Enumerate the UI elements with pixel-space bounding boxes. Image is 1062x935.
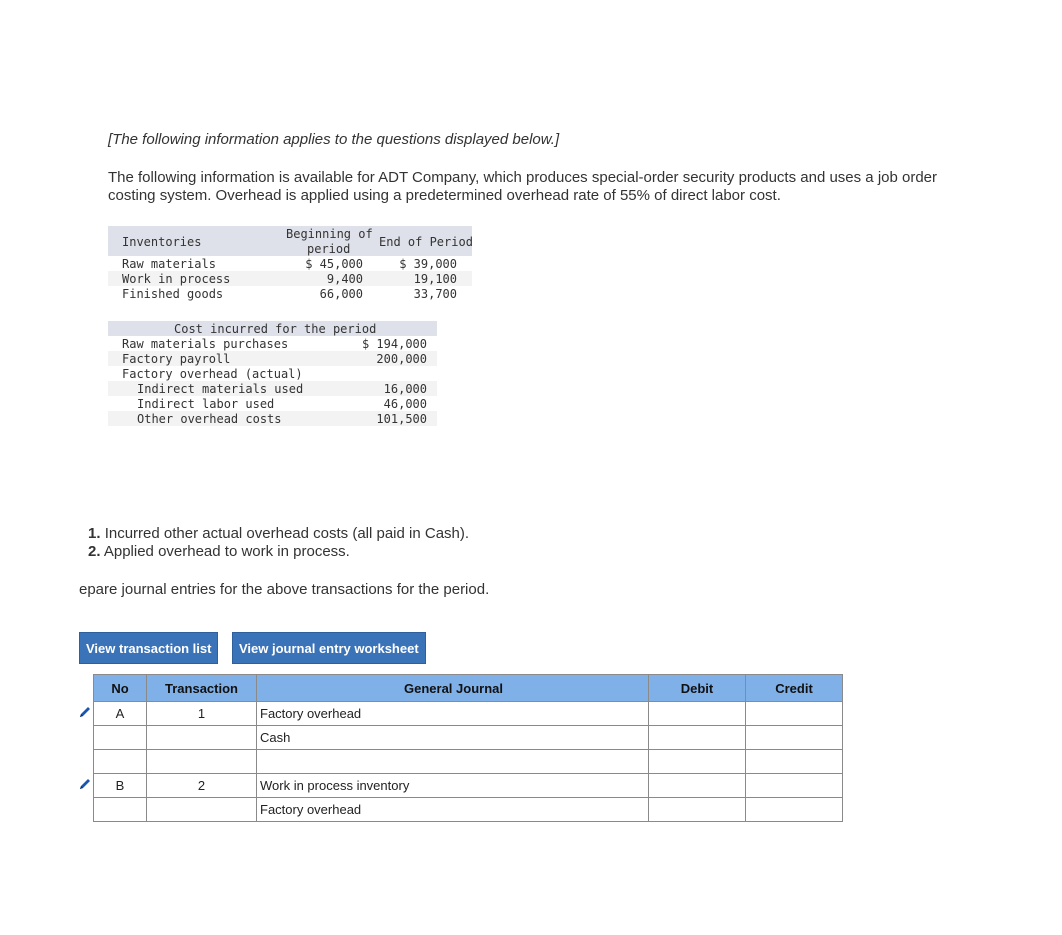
account-cell[interactable]: Factory overhead	[257, 798, 649, 822]
pencil-icon[interactable]	[78, 705, 92, 719]
cost-row-label: Raw materials purchases	[122, 337, 289, 351]
entry-no	[94, 750, 147, 774]
debit-cell[interactable]	[649, 702, 746, 726]
inventory-row-end: 19,100	[413, 272, 457, 286]
inventory-row-end: $ 39,000	[399, 257, 457, 271]
credit-cell[interactable]	[746, 798, 843, 822]
instructions-text: epare journal entries for the above transactions for the period.	[79, 581, 490, 598]
account-cell[interactable]: Factory overhead	[257, 702, 649, 726]
general-journal-table	[93, 674, 843, 822]
inventory-header-end: End of Period	[379, 235, 473, 249]
cost-row-value: $ 194,000	[361, 337, 427, 351]
entry-transaction	[147, 798, 257, 822]
view-transaction-list-button[interactable]: View transaction list	[79, 632, 218, 664]
cost-row-label: Indirect labor used	[137, 397, 275, 411]
column-header-general-journal: General Journal	[257, 675, 649, 702]
credit-cell[interactable]	[746, 726, 843, 750]
intro-note: [The following information applies to the questions displayed below.]	[108, 131, 560, 148]
cost-table-header: Cost incurred for the period	[174, 322, 377, 336]
entry-transaction	[147, 726, 257, 750]
cost-row-label: Factory payroll	[122, 352, 231, 366]
table-row	[94, 750, 843, 774]
credit-cell[interactable]	[746, 702, 843, 726]
cost-row-value: 200,000	[376, 352, 427, 366]
entry-no: B	[94, 774, 147, 798]
column-header-no: No	[94, 675, 147, 702]
inventory-row-begin: 9,400	[326, 272, 363, 286]
requirement-2: 2. Applied overhead to work in process.	[88, 543, 350, 560]
column-header-debit: Debit	[649, 675, 746, 702]
inventory-header-begin-1: Beginning of	[286, 227, 373, 241]
inventory-header-label: Inventories	[122, 235, 202, 249]
inventory-row-begin: $ 45,000	[305, 257, 363, 271]
cost-row-value: 46,000	[383, 397, 427, 411]
credit-cell[interactable]	[746, 774, 843, 798]
account-cell[interactable]	[257, 750, 649, 774]
entry-transaction: 2	[147, 774, 257, 798]
requirement-1: 1. Incurred other actual overhead costs (all paid in Cash).	[88, 525, 470, 542]
entry-no: A	[94, 702, 147, 726]
inventory-row-label: Raw materials	[122, 257, 216, 271]
inventory-row-begin: 66,000	[319, 287, 363, 301]
column-header-transaction: Transaction	[147, 675, 257, 702]
table-row	[94, 774, 843, 798]
inventory-row-label: Finished goods	[122, 287, 224, 301]
table-row	[94, 702, 843, 726]
inventory-header-begin-2: period	[307, 242, 351, 256]
entry-no	[94, 726, 147, 750]
problem-description: The following information is available for ADT Company, which produces special-order security products and uses a job order costing system. Overhead is applied using a predetermined overhead rate of 55% of direct labor cost.	[108, 169, 938, 204]
debit-cell[interactable]	[649, 750, 746, 774]
entry-no	[94, 798, 147, 822]
entry-transaction: 1	[147, 702, 257, 726]
debit-cell[interactable]	[649, 726, 746, 750]
cost-row-label: Indirect materials used	[137, 382, 304, 396]
credit-cell[interactable]	[746, 750, 843, 774]
column-header-credit: Credit	[746, 675, 843, 702]
account-cell[interactable]: Cash	[257, 726, 649, 750]
cost-row-label: Other overhead costs	[137, 412, 282, 426]
view-journal-entry-worksheet-button[interactable]: View journal entry worksheet	[232, 632, 426, 664]
cost-row-value: 16,000	[383, 382, 427, 396]
account-cell[interactable]: Work in process inventory	[257, 774, 649, 798]
pencil-icon[interactable]	[78, 777, 92, 791]
debit-cell[interactable]	[649, 798, 746, 822]
cost-row-value: 101,500	[376, 412, 427, 426]
inventory-row-end: 33,700	[413, 287, 457, 301]
table-row	[94, 798, 843, 822]
debit-cell[interactable]	[649, 774, 746, 798]
cost-row-label: Factory overhead (actual)	[122, 367, 303, 381]
entry-transaction	[147, 750, 257, 774]
inventory-row-label: Work in process	[122, 272, 231, 286]
table-row	[94, 726, 843, 750]
